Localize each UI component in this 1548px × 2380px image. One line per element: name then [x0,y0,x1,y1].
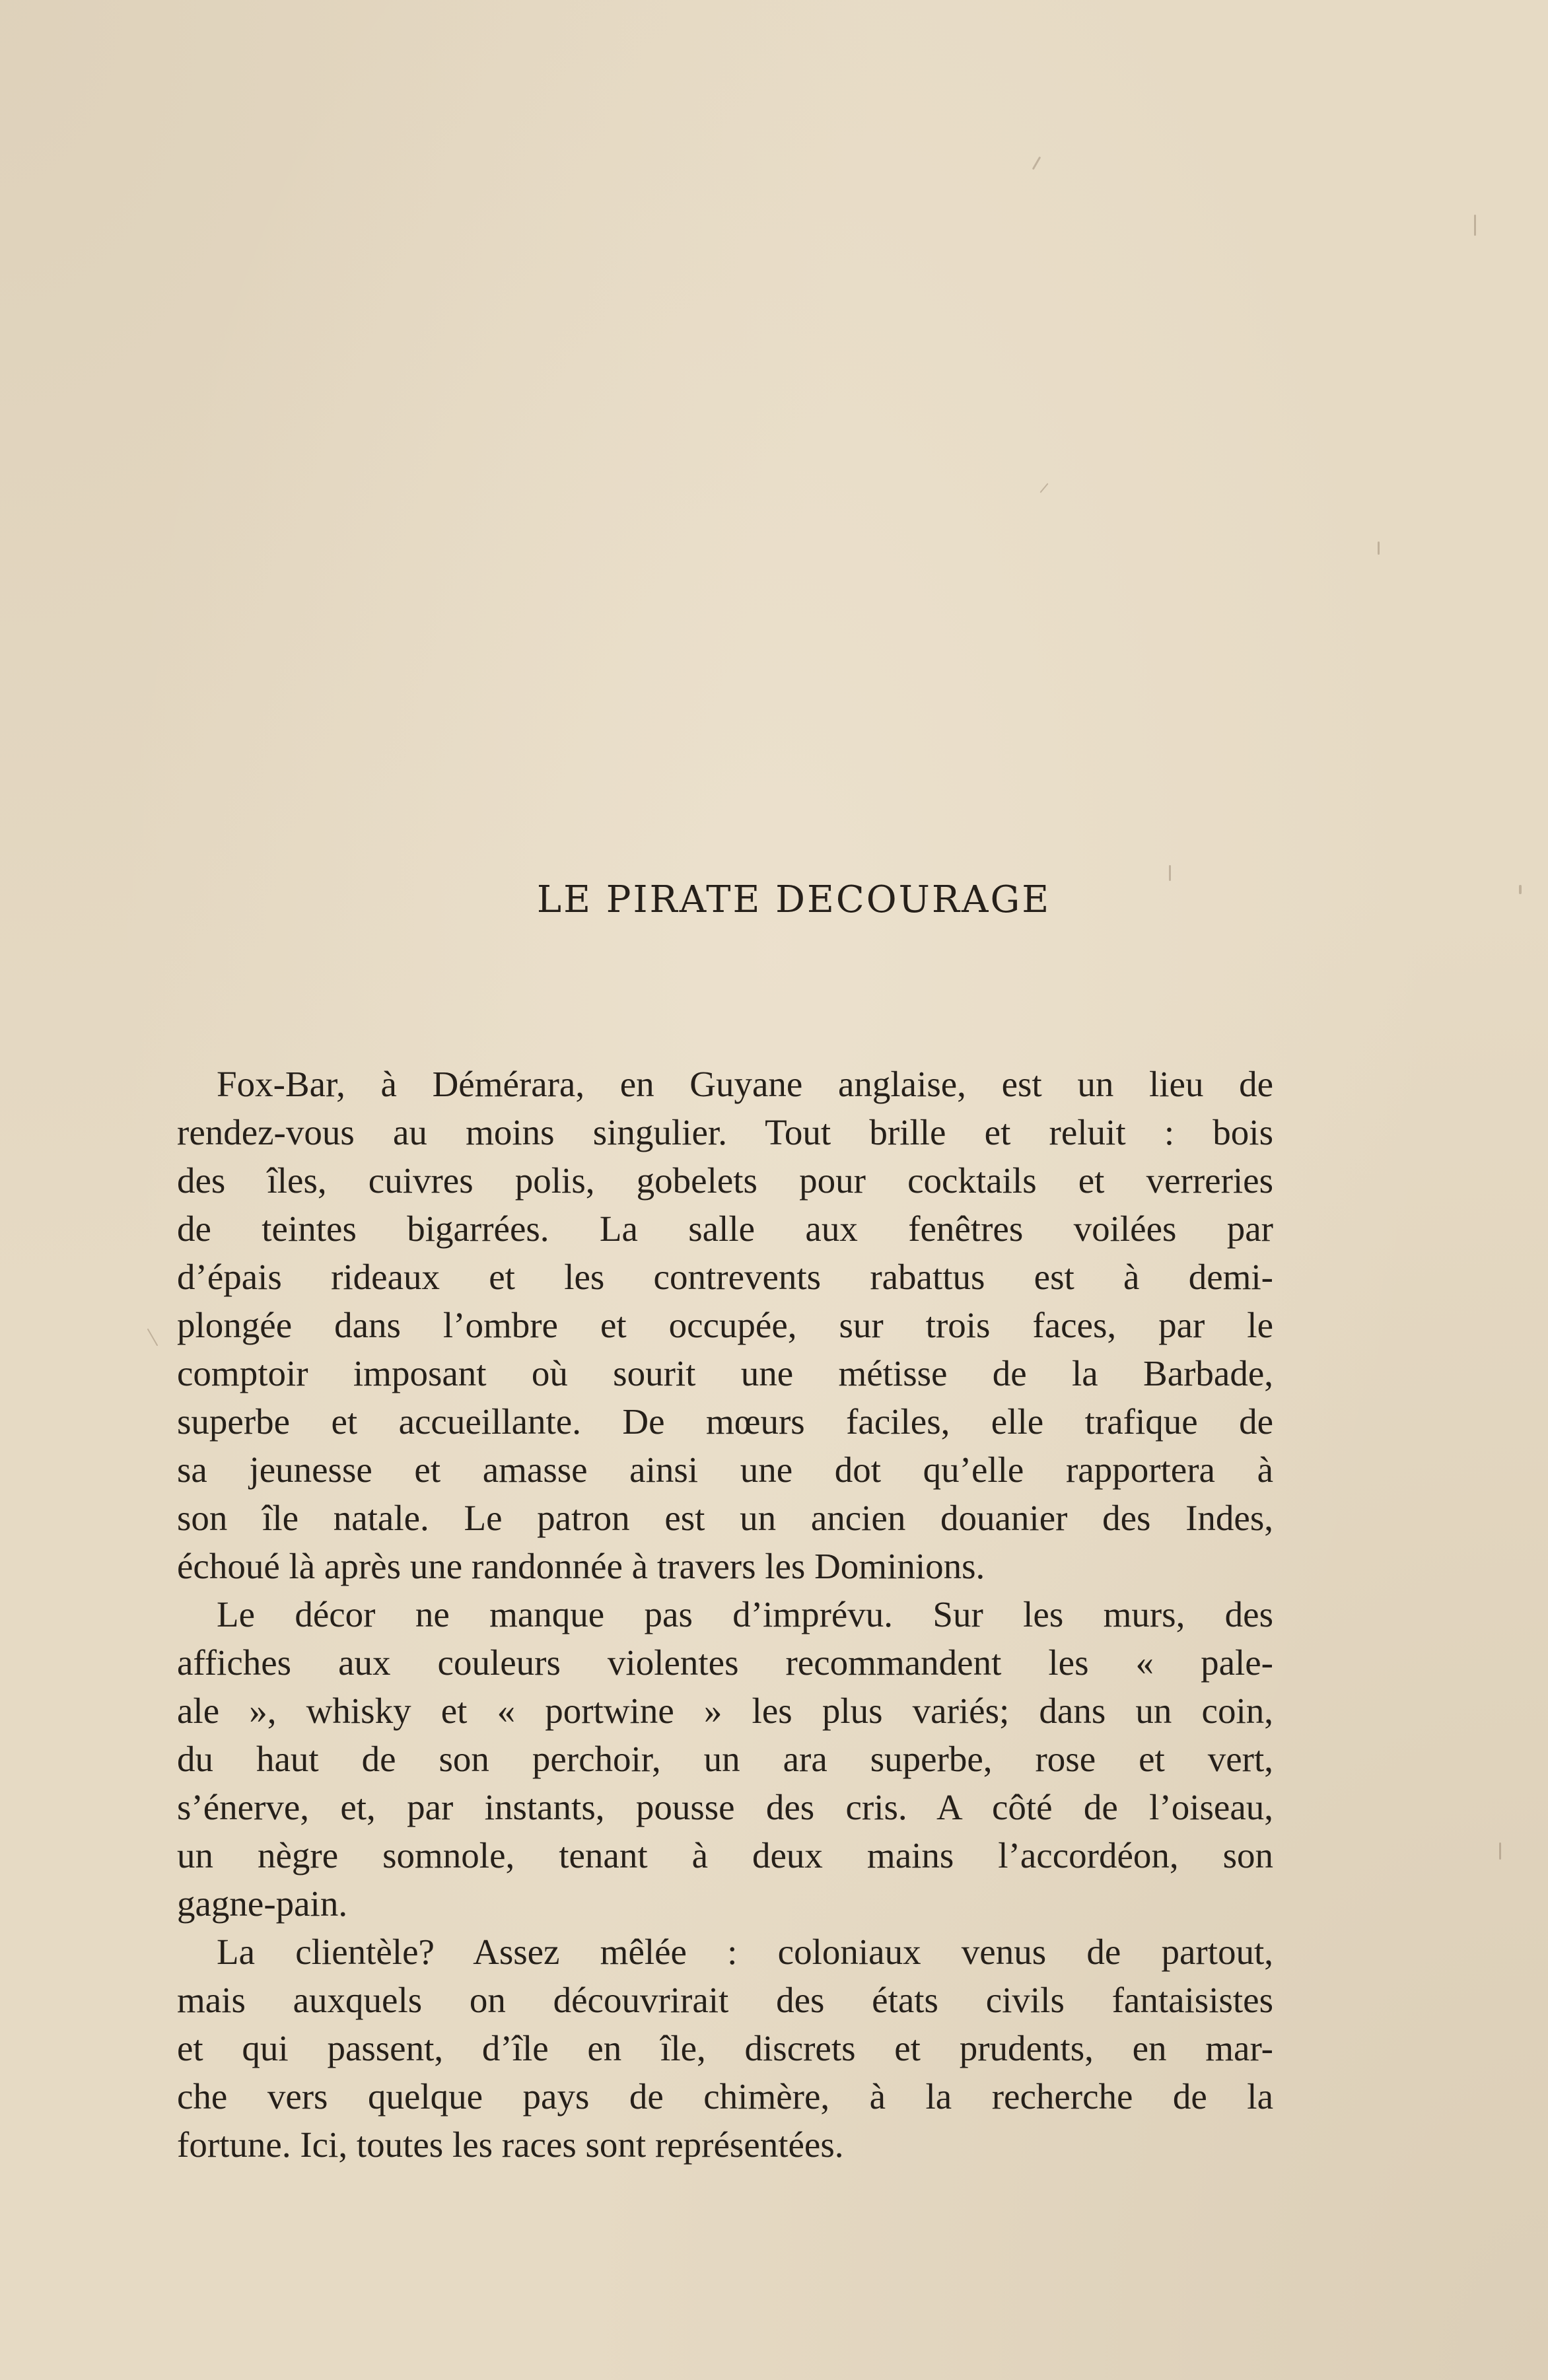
text-line: du haut de son perchoir, un ara superbe, rose et vert, [177,1739,1273,1779]
text-line: mais auxquels on découvrirait des états civils fantaisistes [177,1980,1273,2020]
chapter-title: LE PIRATE DECOURAGE [536,878,1051,921]
body-text [177,1060,1273,2169]
text-line: superbe et accueillante. De mœurs faciles, elle trafique de [177,1401,1273,1442]
text-line: comptoir imposant où sourit une métisse de la Barbade, [177,1353,1273,1393]
text-line: che vers quelque pays de chimère, à la recherche de la [177,2076,1273,2117]
text-line: de teintes bigarrées. La salle aux fenêtres voilées par [177,1208,1273,1249]
text-line: Fox-Bar, à Démérara, en Guyane anglaise, est un lieu de [217,1064,1273,1104]
text-line: La clientèle? Assez mêlée : coloniaux venus de partout, [217,1932,1273,1972]
paper-fleck [1032,157,1041,170]
text-line: affiches aux couleurs violentes recommandent les « pale- [177,1642,1273,1683]
text-line: des îles, cuivres polis, gobelets pour cocktails et verreries [177,1160,1273,1201]
text-line: fortune. Ici, toutes les races sont représentées. [177,2124,844,2165]
paper-fleck [1378,542,1380,555]
text-line: rendez-vous au moins singulier. Tout brille et reluit : bois [177,1112,1273,1152]
paper-fleck [1499,1842,1501,1860]
paper-fleck [1039,483,1048,493]
text-line: et qui passent, d’île en île, discrets et prudents, en mar- [177,2028,1273,2068]
text-line: plongée dans l’ombre et occupée, sur trois faces, par le [177,1305,1273,1345]
text-line: Le décor ne manque pas d’imprévu. Sur les murs, des [217,1594,1273,1634]
text-line: d’épais rideaux et les contrevents rabattus est à demi- [177,1257,1273,1297]
text-line: ale », whisky et « portwine » les plus variés; dans un coin, [177,1691,1273,1731]
text-line: échoué là après une randonnée à travers les Dominions. [177,1546,985,1586]
text-line: gagne-pain. [177,1883,348,1924]
text-line: sa jeunesse et amasse ainsi une dot qu’elle rapportera à [177,1450,1273,1490]
text-line: s’énerve, et, par instants, pousse des cris. A côté de l’oiseau, [177,1787,1273,1827]
paper-fleck [147,1329,158,1347]
text-line: son île natale. Le patron est un ancien douanier des Indes, [177,1498,1273,1538]
text-line: un nègre somnole, tenant à deux mains l’accordéon, son [177,1835,1273,1875]
paper-fleck [1474,215,1476,236]
